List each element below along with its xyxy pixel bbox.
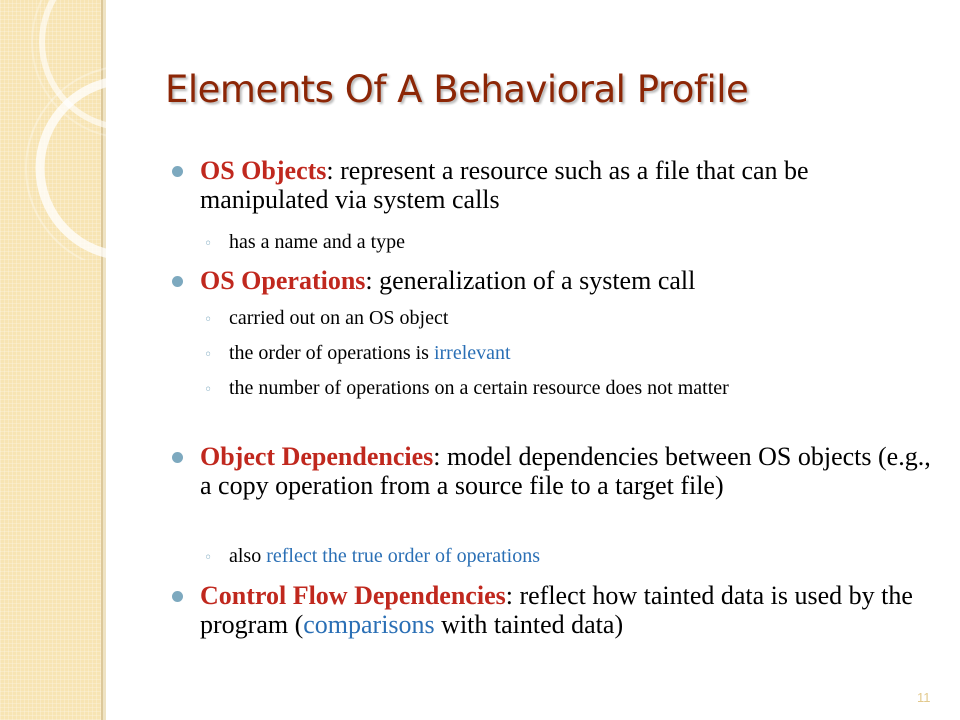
bullet-object-dependencies	[200, 442, 940, 500]
sub-bullet-name-type	[204, 231, 929, 253]
sub-bullet-text: has a name and a type	[229, 231, 406, 253]
sub-bullet-order-irrelevant	[204, 342, 929, 364]
ring-bullet-icon: ◦	[204, 550, 213, 566]
bullet-text: : generalization of a system call	[365, 266, 696, 295]
bullet-control-flow-dependencies	[200, 581, 940, 639]
bullet-text: : reflect how tainted data is used by the program (	[200, 581, 913, 639]
sub-bullet-text: the number of operations on a certain resource does not matter	[229, 377, 729, 399]
bullet-keyword: OS Objects	[200, 156, 327, 185]
bullet-text: : model dependencies between OS objects (e.g., a copy operation from a source file to a target file)	[200, 442, 931, 500]
sub-bullet-text: the order of operations is	[229, 342, 434, 364]
bullet-keyword: OS Operations	[200, 266, 366, 295]
sub-bullet-number-of-operations	[204, 377, 929, 399]
ring-bullet-icon: ◦	[204, 312, 213, 328]
sub-bullet-highlight: irrelevant	[433, 342, 511, 364]
slide-title: Elements Of A Behavioral Profile	[165, 68, 749, 111]
bullet-keyword: Control Flow Dependencies	[200, 581, 506, 610]
bullet-os-objects	[200, 156, 940, 214]
sub-bullet-text: also	[229, 545, 267, 567]
ring-bullet-icon: ◦	[204, 347, 213, 363]
bullet-dot-icon	[172, 166, 183, 177]
ring-bullet-icon: ◦	[204, 236, 213, 252]
bullet-dot-icon	[172, 276, 183, 287]
sub-bullet-highlight: reflect the true order of operations	[266, 545, 540, 567]
bullet-os-operations	[200, 266, 940, 295]
sub-bullet-true-order	[204, 545, 929, 567]
page-number: 11	[917, 690, 931, 705]
bullet-dot-icon	[172, 452, 183, 463]
bullet-keyword: Object Dependencies	[200, 442, 434, 471]
sub-bullet-carried-out	[204, 307, 929, 329]
bullet-text-end: with tainted data)	[434, 610, 624, 639]
bullet-highlight: comparisons	[303, 610, 435, 639]
bullet-text: : represent a resource such as a file that can be manipulated via system calls	[200, 156, 809, 214]
sub-bullet-text: carried out on an OS object	[229, 307, 449, 329]
ring-bullet-icon: ◦	[204, 382, 213, 398]
bullet-dot-icon	[172, 591, 183, 602]
